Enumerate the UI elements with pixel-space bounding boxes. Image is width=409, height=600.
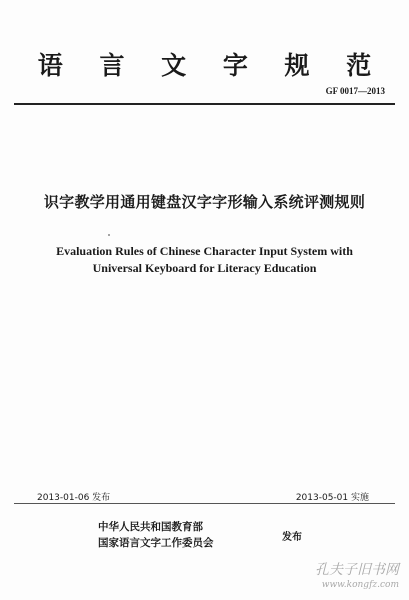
top-divider xyxy=(14,103,395,105)
implementation-date: 2013-05-01 实施 xyxy=(295,493,369,503)
english-title-line-2: Universal Keyboard for Literacy Education xyxy=(92,261,317,275)
series-title: 语 言 文 字 规 范 xyxy=(37,51,386,80)
english-title xyxy=(0,243,409,277)
bottom-divider xyxy=(14,503,395,504)
standard-code: GF 0017—2013 xyxy=(325,86,385,96)
issuer-committee: 国家语言文字工作委员会 xyxy=(98,537,214,549)
watermark-url: www.kongfz.com xyxy=(321,580,399,590)
issuer-ministry: 中华人民共和国教育部 xyxy=(98,521,203,533)
watermark xyxy=(315,559,399,590)
chinese-title: 识字教学用通用键盘汉字字形输入系统评测规则 xyxy=(43,193,366,211)
english-title-line-1: Evaluation Rules of Chinese Character Input System with xyxy=(56,244,353,258)
watermark-text: 孔夫子旧书网 xyxy=(315,562,399,578)
speck-mark xyxy=(108,234,110,236)
issue-date: 2013-01-06 发布 xyxy=(37,493,111,503)
issuing-authorities xyxy=(98,519,214,551)
issued-label: 发布 xyxy=(282,532,302,543)
